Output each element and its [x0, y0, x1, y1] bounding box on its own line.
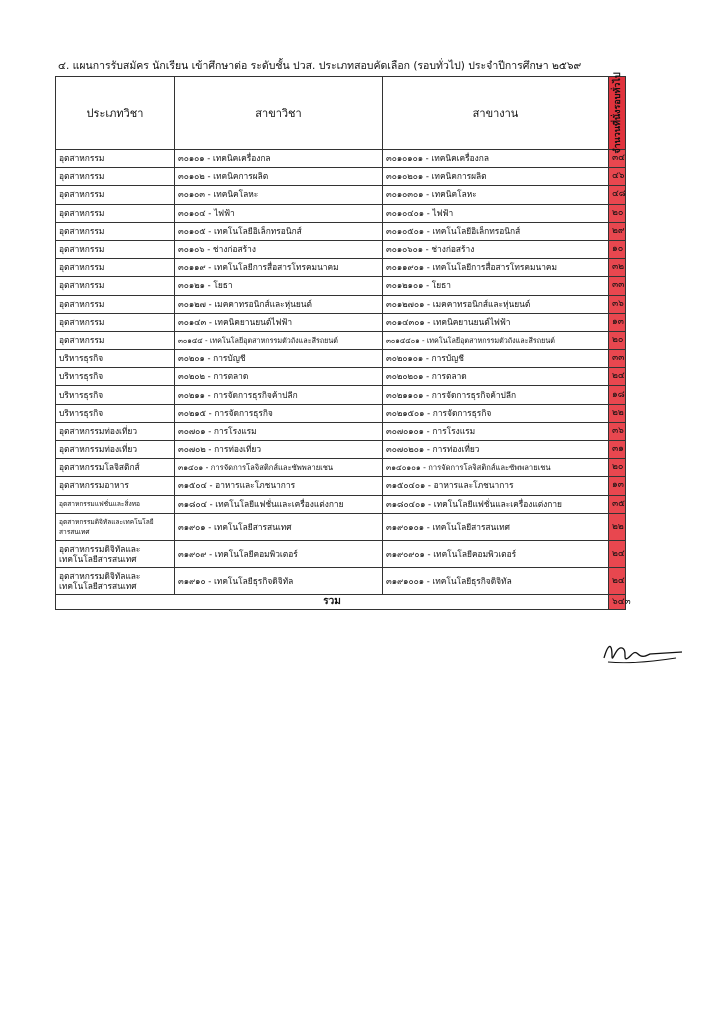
- cell-type: อุตสาหกรรมท่องเที่ยว: [56, 441, 175, 459]
- cell-seats: ๓๖: [609, 295, 626, 313]
- cell-seats: ๓๓: [609, 350, 626, 368]
- cell-major: ๓๐๑๐๕ - เทคโนโลยีอิเล็กทรอนิกส์: [175, 222, 383, 240]
- table-row: [56, 168, 626, 186]
- cell-type: อุตสาหกรรมอาหาร: [56, 477, 175, 495]
- cell-type: อุตสาหกรรม: [56, 313, 175, 331]
- table-row: [56, 331, 626, 349]
- cell-type: อุตสาหกรรม: [56, 295, 175, 313]
- table-row: [56, 368, 626, 386]
- cell-type: อุตสาหกรรม: [56, 186, 175, 204]
- cell-field: ๓๑๕๐๔๐๑ - อาหารและโภชนาการ: [383, 477, 609, 495]
- table-row: [56, 222, 626, 240]
- cell-seats: ๒๔: [609, 567, 626, 594]
- cell-type: บริหารธุรกิจ: [56, 368, 175, 386]
- cell-type: บริหารธุรกิจ: [56, 386, 175, 404]
- cell-field: ๓๑๔๐๑๐๑ - การจัดการโลจิสติกส์และซัพพลายเชน: [383, 459, 609, 477]
- cell-field: ๓๐๒๐๑๐๑ - การบัญชี: [383, 350, 609, 368]
- cell-seats: ๑๘: [609, 386, 626, 404]
- table-row: [56, 495, 626, 513]
- cell-type: บริหารธุรกิจ: [56, 404, 175, 422]
- cell-major: ๓๐๒๐๒ - การตลาด: [175, 368, 383, 386]
- cell-field: ๓๐๑๐๖๐๑ - ช่างก่อสร้าง: [383, 240, 609, 258]
- cell-major: ๓๐๗๐๑ - การโรงแรม: [175, 422, 383, 440]
- cell-seats: ๑๐: [609, 240, 626, 258]
- cell-seats: ๓๔: [609, 150, 626, 168]
- signature-icon: [598, 636, 688, 670]
- table-row: [56, 540, 626, 567]
- cell-major: ๓๐๑๐๓ - เทคนิคโลหะ: [175, 186, 383, 204]
- cell-seats: ๔๘: [609, 186, 626, 204]
- total-label: รวม: [56, 594, 609, 609]
- cell-seats: ๒๐: [609, 331, 626, 349]
- cell-field: ๓๐๑๐๔๐๑ - ไฟฟ้า: [383, 204, 609, 222]
- cell-major: ๓๐๗๐๒ - การท่องเที่ยว: [175, 441, 383, 459]
- cell-type: อุตสาหกรรม: [56, 240, 175, 258]
- cell-major: ๓๐๑๐๒ - เทคนิคการผลิต: [175, 168, 383, 186]
- cell-type: อุตสาหกรรมดิจิทัลและเทคโนโลยีสารสนเทศ: [56, 513, 175, 540]
- cell-type: อุตสาหกรรม: [56, 277, 175, 295]
- cell-major: ๓๐๒๐๑ - การบัญชี: [175, 350, 383, 368]
- table-row: [56, 150, 626, 168]
- cell-type: อุตสาหกรรม: [56, 168, 175, 186]
- cell-seats: ๒๙: [609, 222, 626, 240]
- table-row: [56, 277, 626, 295]
- cell-major: ๓๐๑๔๓ - เทคนิคยานยนต์ไฟฟ้า: [175, 313, 383, 331]
- admission-plan-table: [55, 72, 631, 610]
- cell-field: ๓๐๑๐๑๐๑ - เทคนิคเครื่องกล: [383, 150, 609, 168]
- cell-seats: ๑๓: [609, 477, 626, 495]
- cell-type: อุตสาหกรรม: [56, 204, 175, 222]
- cell-seats: ๓๑: [609, 441, 626, 459]
- cell-major: ๓๐๑๒๑ - โยธา: [175, 277, 383, 295]
- cell-major: ๓๐๒๑๕ - การจัดการธุรกิจ: [175, 404, 383, 422]
- cell-major: ๓๑๕๐๔ - อาหารและโภชนาการ: [175, 477, 383, 495]
- cell-major: ๓๑๘๐๔ - เทคโนโลยีแฟชั่นและเครื่องแต่งกาย: [175, 495, 383, 513]
- table-row: [56, 441, 626, 459]
- cell-field: ๓๐๑๔๔๐๑ - เทคโนโลยีอุตสาหกรรมตัวถังและสีรถยนต์: [383, 331, 609, 349]
- cell-type: บริหารธุรกิจ: [56, 350, 175, 368]
- cell-field: ๓๑๘๐๔๐๑ - เทคโนโลยีแฟชั่นและเครื่องแต่งกาย: [383, 495, 609, 513]
- cell-seats: ๒๔: [609, 368, 626, 386]
- cell-seats: ๔๖: [609, 168, 626, 186]
- cell-seats: ๒๐: [609, 204, 626, 222]
- table-row: [56, 459, 626, 477]
- cell-type: อุตสาหกรรม: [56, 259, 175, 277]
- cell-seats: ๓๒: [609, 259, 626, 277]
- cell-major: ๓๐๑๒๗ - เมคคาทรอนิกส์และหุ่นยนต์: [175, 295, 383, 313]
- cell-major: ๓๐๑๐๖ - ช่างก่อสร้าง: [175, 240, 383, 258]
- header-seats-label: จำนวนที่นั่งรอบทั่วไป: [613, 72, 623, 154]
- cell-major: ๓๑๔๐๑ - การจัดการโลจิสติกส์และซัพพลายเชน: [175, 459, 383, 477]
- header-field: สาขางาน: [383, 77, 609, 150]
- cell-seats: ๒๔: [609, 540, 626, 567]
- cell-type: อุตสาหกรรม: [56, 331, 175, 349]
- cell-field: ๓๐๑๐๒๐๑ - เทคนิคการผลิต: [383, 168, 609, 186]
- cell-field: ๓๐๒๐๒๐๑ - การตลาด: [383, 368, 609, 386]
- table-row: [56, 313, 626, 331]
- table-row: [56, 204, 626, 222]
- table-header-row: [56, 77, 626, 150]
- cell-type: อุตสาหกรรมดิจิทัลและเทคโนโลยีสารสนเทศ: [56, 567, 175, 594]
- header-seats: [609, 72, 626, 154]
- table-row: [56, 513, 626, 540]
- cell-major: ๓๑๙๐๙ - เทคโนโลยีคอมพิวเตอร์: [175, 540, 383, 567]
- cell-field: ๓๐๑๑๙๐๑ - เทคโนโลยีการสื่อสารโทรคมนาคม: [383, 259, 609, 277]
- cell-seats: ๒๐: [609, 459, 626, 477]
- cell-seats: ๒๒: [609, 513, 626, 540]
- table-row: [56, 259, 626, 277]
- cell-field: ๓๐๒๑๑๐๑ - การจัดการธุรกิจค้าปลีก: [383, 386, 609, 404]
- total-row: [56, 594, 626, 609]
- cell-field: ๓๐๑๒๑๐๑ - โยธา: [383, 277, 609, 295]
- table-row: [56, 295, 626, 313]
- header-major: สาขาวิชา: [175, 77, 383, 150]
- cell-seats: ๓๖: [609, 422, 626, 440]
- cell-type: อุตสาหกรรม: [56, 222, 175, 240]
- cell-field: ๓๐๗๐๒๐๑ - การท่องเที่ยว: [383, 441, 609, 459]
- cell-seats: ๒๒: [609, 404, 626, 422]
- cell-seats: ๑๓: [609, 313, 626, 331]
- document-title: ๔. แผนการรับสมัคร นักเรียน เข้าศึกษาต่อ ระดับชั้น ปวส. ประเภทสอบคัดเลือก (รอบทั่วไป) ประจำปีการศึกษา ๒๕๖๙: [58, 60, 582, 72]
- cell-type: อุตสาหกรรมท่องเที่ยว: [56, 422, 175, 440]
- cell-major: ๓๐๑๐๑ - เทคนิคเครื่องกล: [175, 150, 383, 168]
- cell-field: ๓๑๙๐๑๐๑ - เทคโนโลยีสารสนเทศ: [383, 513, 609, 540]
- cell-field: ๓๐๑๔๓๐๑ - เทคนิคยานยนต์ไฟฟ้า: [383, 313, 609, 331]
- cell-seats: ๓๕: [609, 495, 626, 513]
- table-row: [56, 477, 626, 495]
- cell-field: ๓๐๗๐๑๐๑ - การโรงแรม: [383, 422, 609, 440]
- cell-field: ๓๐๑๒๗๐๑ - เมคคาทรอนิกส์และหุ่นยนต์: [383, 295, 609, 313]
- cell-type: อุตสาหกรรม: [56, 150, 175, 168]
- total-seats: ๖๔๓: [609, 594, 626, 609]
- table-row: [56, 404, 626, 422]
- cell-major: ๓๐๒๑๑ - การจัดการธุรกิจค้าปลีก: [175, 386, 383, 404]
- cell-major: ๓๑๙๐๑ - เทคโนโลยีสารสนเทศ: [175, 513, 383, 540]
- table-row: [56, 567, 626, 594]
- cell-field: ๓๐๑๐๕๐๑ - เทคโนโลยีอิเล็กทรอนิกส์: [383, 222, 609, 240]
- table-row: [56, 350, 626, 368]
- cell-major: ๓๐๑๔๔ - เทคโนโลยีอุตสาหกรรมตัวถังและสีรถยนต์: [175, 331, 383, 349]
- cell-field: ๓๐๒๑๕๐๑ - การจัดการธุรกิจ: [383, 404, 609, 422]
- cell-field: ๓๑๙๐๙๐๑ - เทคโนโลยีคอมพิวเตอร์: [383, 540, 609, 567]
- cell-seats: ๓๓: [609, 277, 626, 295]
- cell-type: อุตสาหกรรมโลจิสติกส์: [56, 459, 175, 477]
- table-row: [56, 186, 626, 204]
- cell-field: ๓๑๙๑๐๐๑ - เทคโนโลยีธุรกิจดิจิทัล: [383, 567, 609, 594]
- cell-type: อุตสาหกรรมแฟชั่นและสิ่งทอ: [56, 495, 175, 513]
- table-row: [56, 240, 626, 258]
- header-type: ประเภทวิชา: [56, 77, 175, 150]
- cell-major: ๓๐๑๑๙ - เทคโนโลยีการสื่อสารโทรคมนาคม: [175, 259, 383, 277]
- cell-major: ๓๐๑๐๔ - ไฟฟ้า: [175, 204, 383, 222]
- cell-field: ๓๐๑๐๓๐๑ - เทคนิคโลหะ: [383, 186, 609, 204]
- cell-major: ๓๑๙๑๐ - เทคโนโลยีธุรกิจดิจิทัล: [175, 567, 383, 594]
- table-row: [56, 422, 626, 440]
- table-row: [56, 386, 626, 404]
- cell-type: อุตสาหกรรมดิจิทัลและเทคโนโลยีสารสนเทศ: [56, 540, 175, 567]
